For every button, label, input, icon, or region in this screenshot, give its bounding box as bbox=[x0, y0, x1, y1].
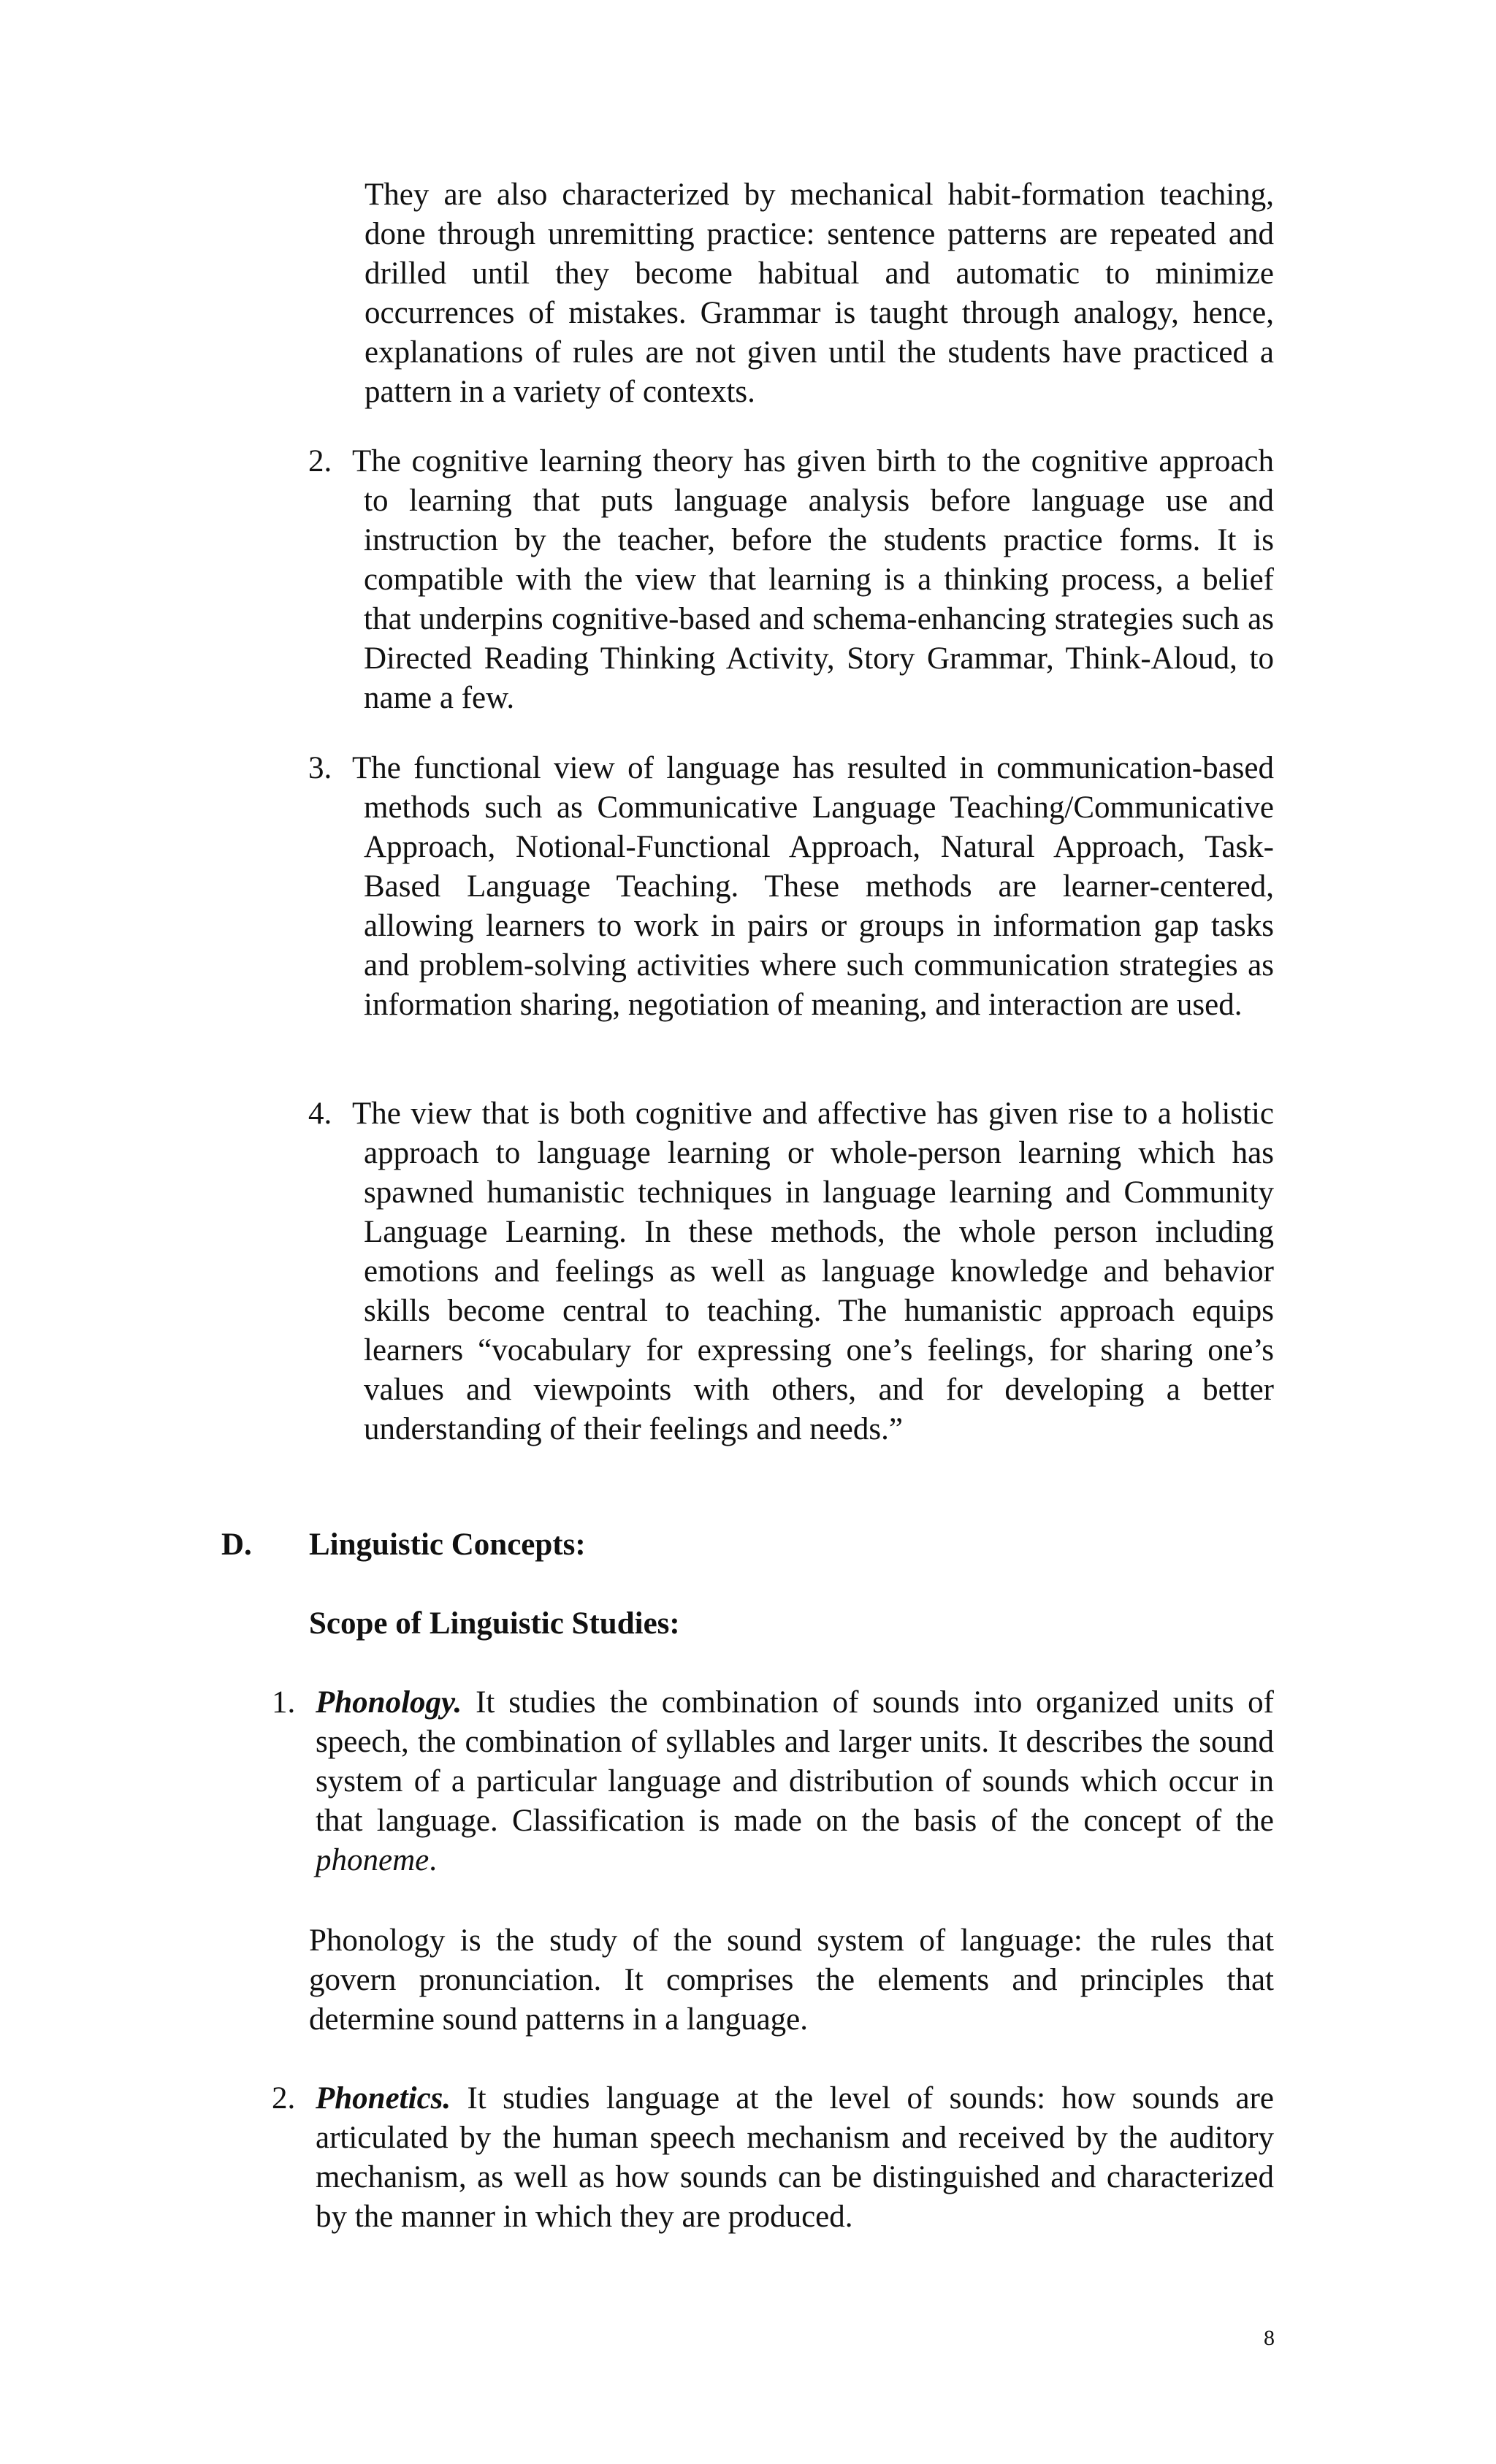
section-subtitle: Scope of Linguistic Studies: bbox=[309, 1606, 680, 1641]
list-item-text bbox=[316, 1683, 1274, 1880]
list-item-number: 2. bbox=[272, 2081, 296, 2116]
phonology-tail: . bbox=[429, 1843, 437, 1877]
list-item-number: 2. bbox=[308, 444, 332, 478]
list-item-text: The view that is both cognitive and affective has given rise to a holistic approach to language learning or whole-person learning which has spawned humanistic techniques in language learning and Community Language Learning. In these methods, the whole person including emotions and feelings as well as language knowledge and behavior skills become central to teaching. The humanistic approach equips learners “vocabulary for expressing one’s feelings, for sharing one’s values and viewpoints with others, and for developing a better understanding of their feelings and needs.” bbox=[352, 1096, 1274, 1446]
page-number: 8 bbox=[1264, 2326, 1275, 2350]
section-letter: D. bbox=[221, 1527, 252, 1562]
list-item-text: The cognitive learning theory has given birth to the cognitive approach to learning that puts language analysis before language use and instruction by the teacher, before the students practice forms. It is compatible with the view that learning is a thinking process, a belief that underpins cognitive-based and schema-enhancing strategies such as Directed Reading Thinking Activity, Story Grammar, Think-Aloud, to name a few. bbox=[352, 444, 1274, 715]
phonetics-definition: It studies language at the level of sounds: how sounds are articulated by the human speech mechanism and received by the auditory mechanism, as well as how sounds can be distinguished and characterized by the manner in which they are produced. bbox=[316, 2081, 1274, 2234]
linguistic-item-phonology bbox=[272, 1683, 1274, 1880]
section-title: Linguistic Concepts: bbox=[309, 1527, 586, 1562]
list-item bbox=[308, 749, 1274, 1025]
list-item-number: 1. bbox=[272, 1685, 296, 1720]
phoneme-word: phoneme bbox=[316, 1843, 430, 1877]
list-item bbox=[308, 1094, 1274, 1449]
list-item-text bbox=[316, 2079, 1274, 2237]
continuation-paragraph: They are also characterized by mechanical habit-formation teaching, done through unremitting practice: sentence patterns are repeated and drilled until they become habitual and automatic to minimize occurrences of mistakes. Grammar is taught through analogy, hence, explanations of rules are not given until the students have practiced a pattern in a variety of contexts. bbox=[365, 178, 1274, 409]
linguistic-item-phonetics bbox=[272, 2079, 1274, 2237]
list-item bbox=[308, 442, 1274, 718]
phonology-paragraph: Phonology is the study of the sound system of language: the rules that govern pronunciation. It comprises the elements and principles that determine sound patterns in a language. bbox=[309, 1923, 1274, 2037]
term-phonetics: Phonetics. bbox=[316, 2081, 451, 2116]
term-phonology: Phonology. bbox=[316, 1685, 462, 1720]
list-item-number: 4. bbox=[308, 1096, 332, 1131]
phonology-definition: It studies the combination of sounds into organized units of speech, the combination of syllables and larger units. It describes the sound system of a particular language and distribution of sounds which occur in that language. Classification is made on the basis of the concept of the bbox=[316, 1685, 1274, 1838]
list-item-number: 3. bbox=[308, 751, 332, 785]
list-item-text: The functional view of language has resulted in communication-based methods such as Communicative Language Teaching/Communicative Approach, Notional-Functional Approach, Natural Approach, Task-Based Language Teaching. These methods are learner-centered, allowing learners to work in pairs or groups in information gap tasks and problem-solving activities where such communication strategies as information sharing, negotiation of meaning, and interaction are used. bbox=[352, 751, 1274, 1022]
